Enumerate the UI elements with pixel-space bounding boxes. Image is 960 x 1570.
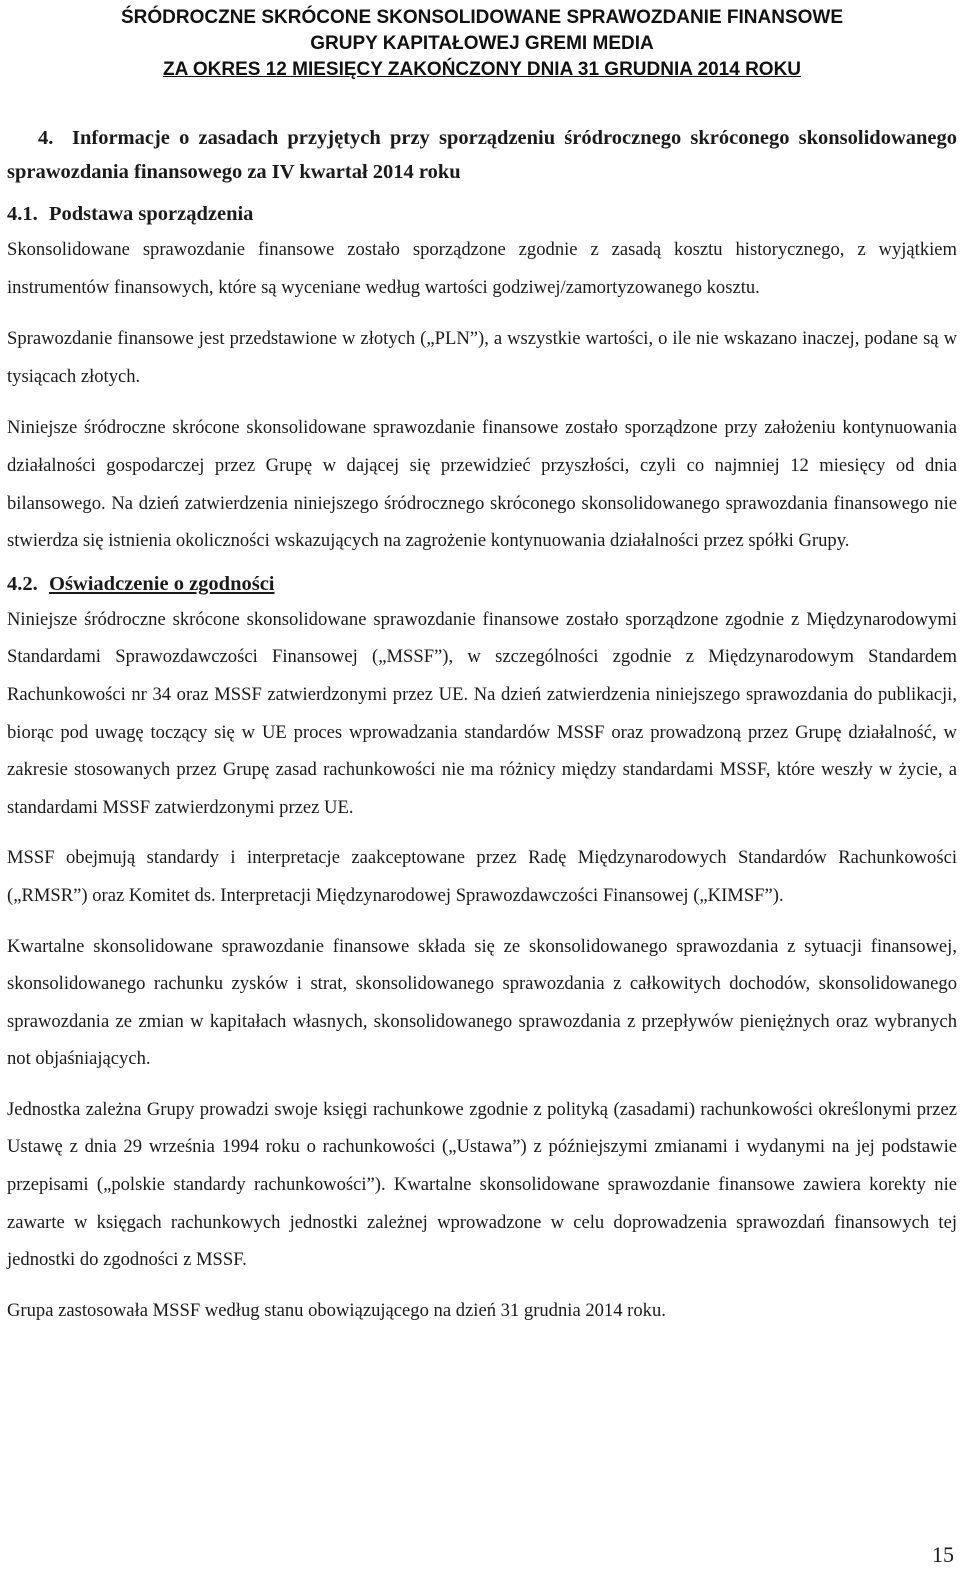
paragraph: Niniejsze śródroczne skrócone skonsolidowane sprawozdanie finansowe zostało sporządzone przy założeniu kontynuowania działalności gospodarczej przez Grupę w dającej się przewidzieć przyszłości, czyli co najmniej 12 miesięcy od dnia bilansowego. Na dzień zatwierdzenia niniejszego śródrocznego skróconego skonsolidowanego sprawozdania finansowego nie stwierdza się istnienia okoliczności wskazujących na zagrożenie kontynuowania działalności przez spółki Grupy.	[7, 417, 957, 552]
report-header	[7, 0, 957, 83]
paragraph: MSSF obejmują standardy i interpretacje zaakceptowane przez Radę Międzynarodowych Standardów Rachunkowości („RMSR”) oraz Komitet ds. Interpretacji Międzynarodowej Sprawozdawczości Finansowej („KIMSF”).	[7, 847, 957, 906]
header-line-3: ZA OKRES 12 MIESIĘCY ZAKOŃCZONY DNIA 31 GRUDNIA 2014 ROKU	[162, 59, 802, 80]
section-4-2-heading	[7, 567, 957, 601]
paragraph: Jednostka zależna Grupy prowadzi swoje księgi rachunkowe zgodnie z polityką (zasadami) rachunkowości określonymi przez Ustawę z dnia 29 września 1994 roku o rachunkowości („Ustawa”) z późniejszymi zmianami i wydanymi na jej podstawie przepisami („polskie standardy rachunkowości”). Kwartalne skonsolidowane sprawozdanie finansowe zawiera korekty nie zawarte w księgach rachunkowych jednostki zależnej wprowadzone w celu doprowadzenia sprawozdań finansowych tej jednostki do zgodności z MSSF.	[7, 1098, 957, 1271]
paragraph: Grupa zastosowała MSSF według stanu obowiązującego na dzień 31 grudnia 2014 roku.	[7, 1299, 666, 1321]
section-4-1-heading	[7, 197, 957, 231]
page-number: 15	[932, 1542, 954, 1567]
paragraph: Kwartalne skonsolidowane sprawozdanie finansowe składa się ze skonsolidowanego sprawozdania z sytuacji finansowej, skonsolidowanego rachunku zysków i strat, skonsolidowanego sprawozdania z całkowitych dochodów, skonsolidowanego sprawozdania ze zmian w kapitałach własnych, skonsolidowanego sprawozdania z przepływów pieniężnych oraz wybranych not objaśniających.	[7, 935, 957, 1070]
header-line-1: ŚRÓDROCZNE SKRÓCONE SKONSOLIDOWANE SPRAWOZDANIE FINANSOWE	[120, 7, 844, 28]
paragraph: Niniejsze śródroczne skrócone skonsolidowane sprawozdanie finansowe zostało sporządzone zgodnie z Międzynarodowymi Standardami Sprawozdawczości Finansowej („MSSF”), w szczególności zgodnie z Międzynarodowym Standardem Rachunkowości nr 34 oraz MSSF zatwierdzonymi przez UE. Na dzień zatwierdzenia niniejszego sprawozdania do publikacji, biorąc pod uwagę toczący się w UE proces wprowadzania standardów MSSF oraz prowadzoną przez Grupę działalność, w zakresie stosowanych przez Grupę zasad rachunkowości nie ma różnicy między standardami MSSF, które weszły w życie, a standardami MSSF zatwierdzonymi przez UE.	[7, 608, 957, 818]
section-4-heading	[7, 121, 957, 189]
paragraph: Skonsolidowane sprawozdanie finansowe zostało sporządzone zgodnie z zasadą kosztu historycznego, z wyjątkiem instrumentów finansowych, które są wyceniane według wartości godziwej/zamortyzowanego kosztu.	[7, 239, 957, 298]
section-4-1-title: Podstawa sporządzenia	[49, 203, 254, 225]
section-4-number: 4.	[38, 127, 54, 149]
header-line-2: GRUPY KAPITAŁOWEJ GREMI MEDIA	[310, 33, 654, 54]
section-4-2-title: Oświadczenie o zgodności	[49, 572, 275, 595]
document-page	[7, 0, 957, 1329]
section-4-title: Informacje o zasadach przyjętych przy sporządzeniu śródrocznego skróconego skonsolidowanego sprawozdania finansowego za IV kwartał 2014 roku	[7, 127, 957, 183]
section-4-1-number: 4.1.	[7, 203, 38, 225]
paragraph: Sprawozdanie finansowe jest przedstawione w złotych („PLN”), a wszystkie wartości, o ile nie wskazano inaczej, podane są w tysiącach złotych.	[7, 328, 957, 387]
section-4-2-number: 4.2.	[7, 572, 38, 595]
